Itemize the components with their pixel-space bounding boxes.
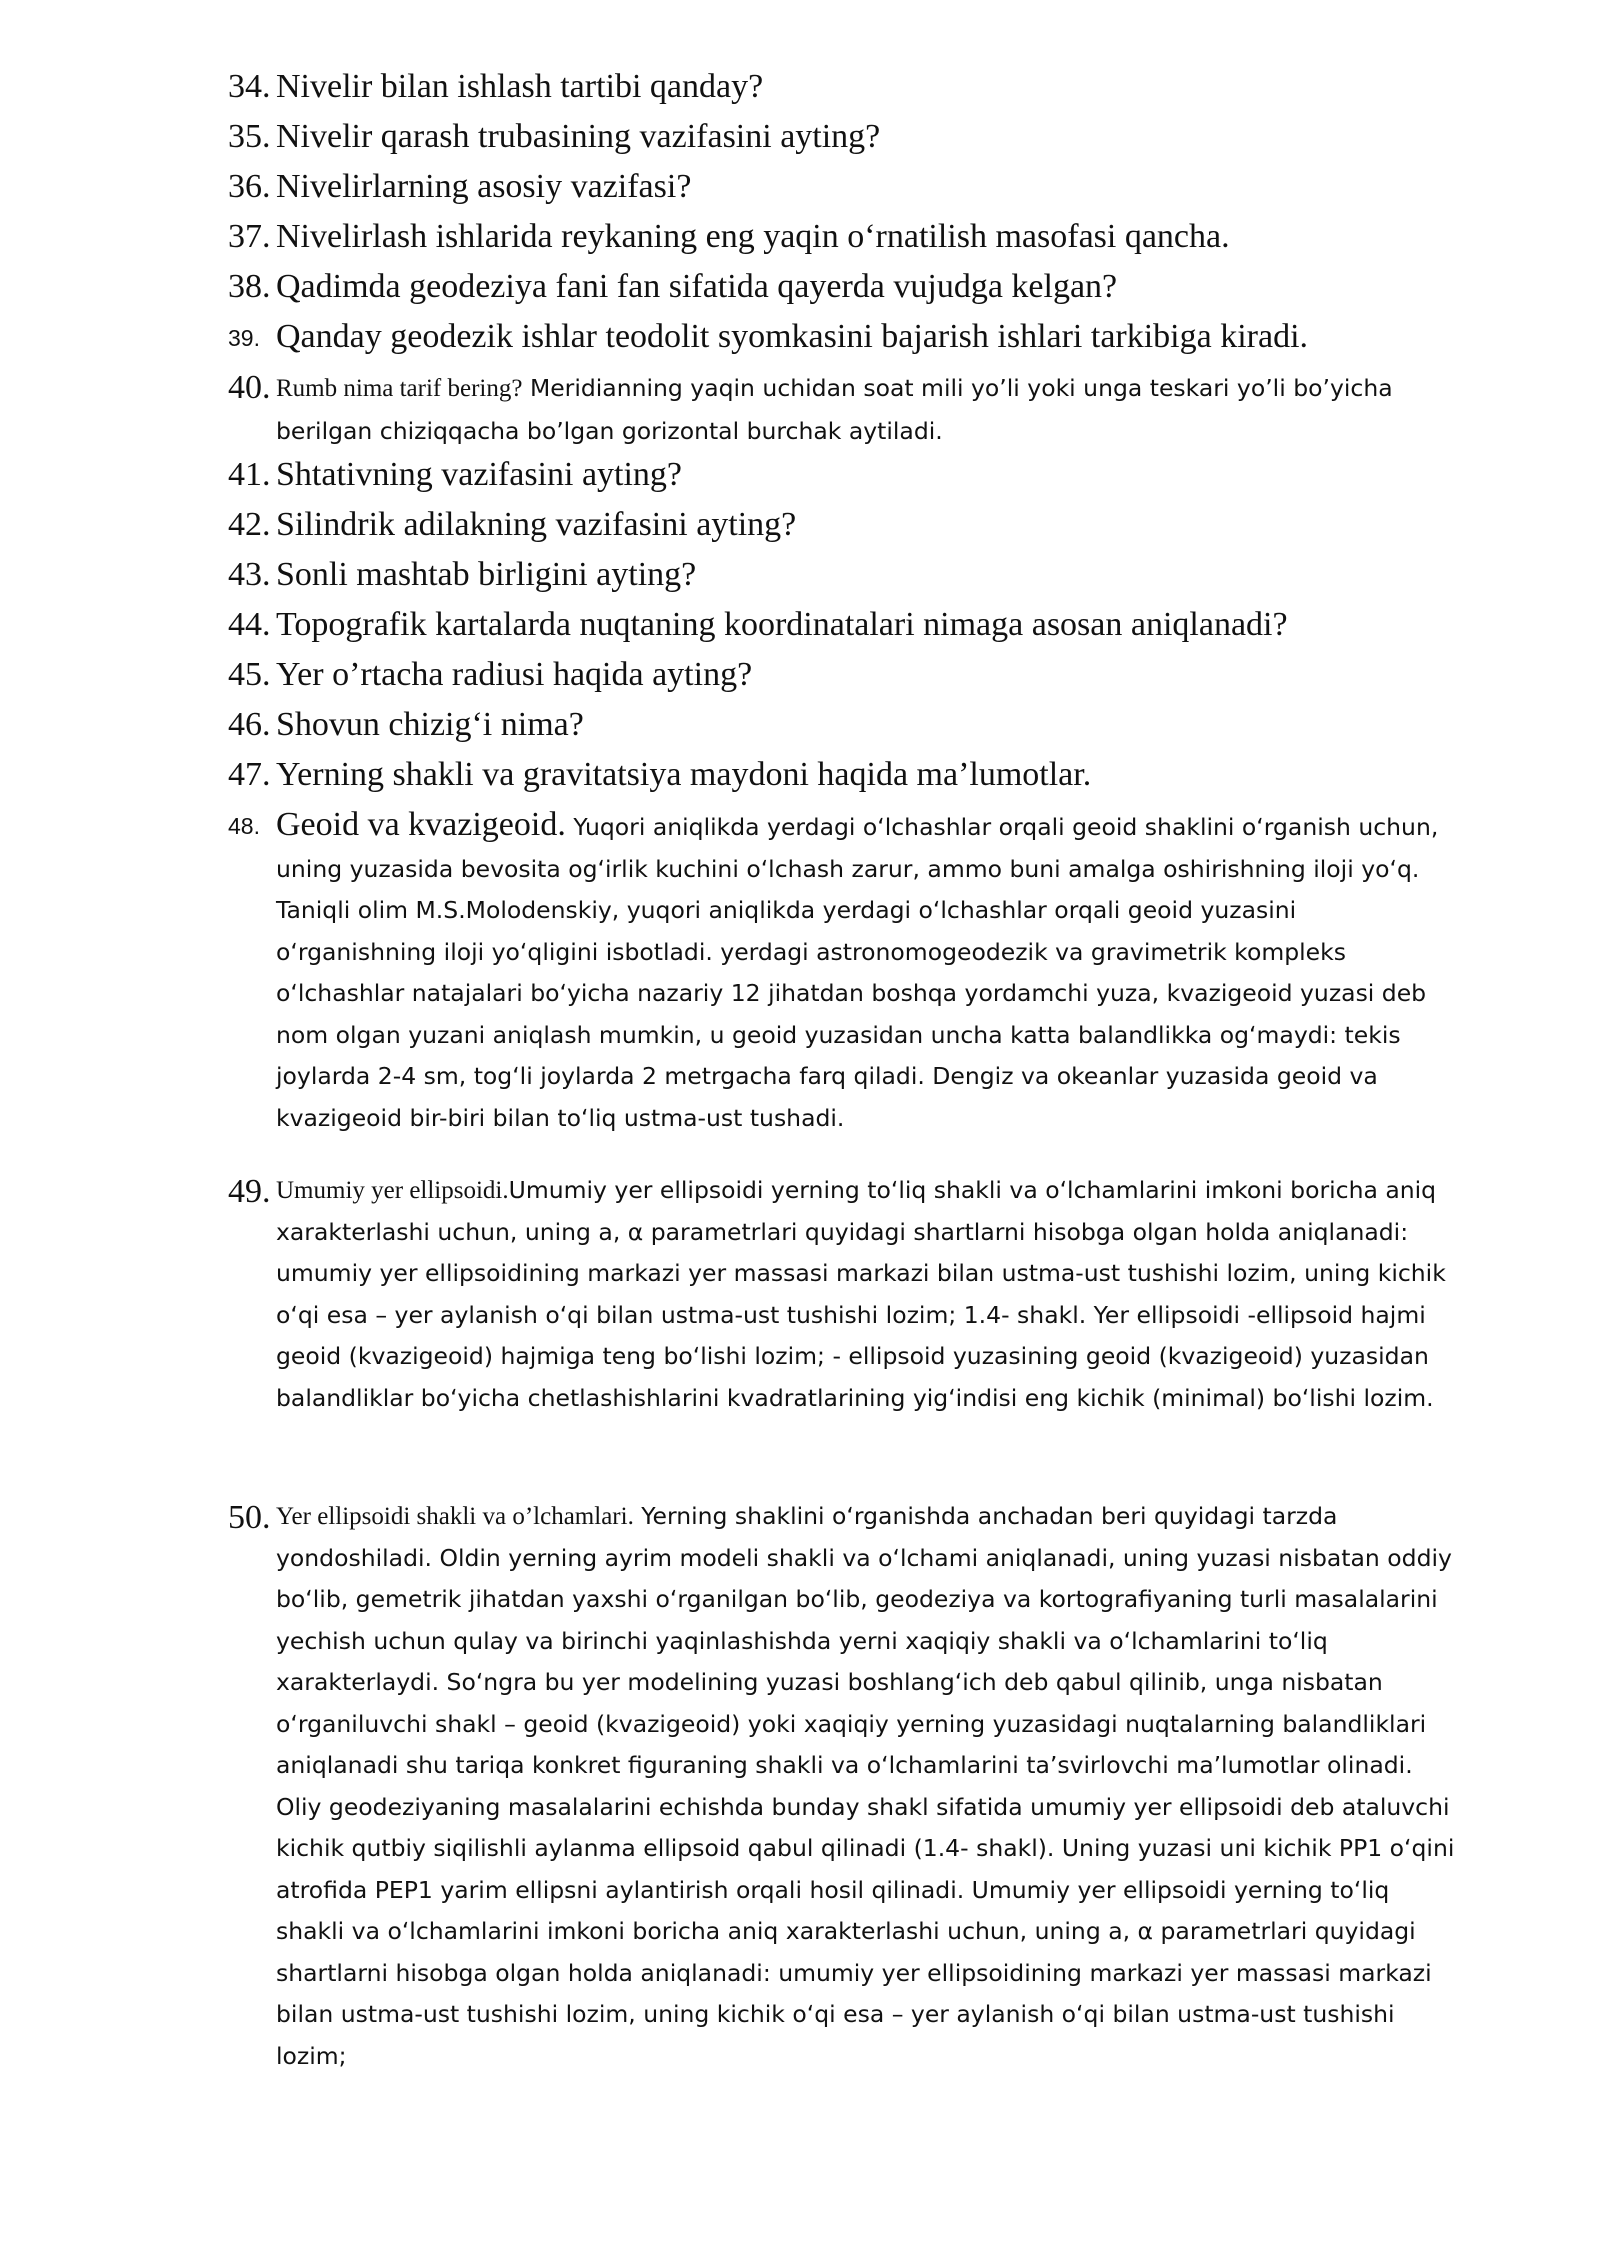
question-number: 40. bbox=[228, 369, 271, 406]
question-number: 47. bbox=[228, 756, 271, 793]
question-35 bbox=[228, 112, 1458, 162]
question-text: Nivelir bilan ishlash tartibi qanday? bbox=[276, 68, 764, 105]
question-body: Meridianning yaqin uchidan soat mili yo’li yoki unga teskari yo’li bo’yicha berilgan chiziqqacha bo’lgan gorizontal burchak aytiladi. bbox=[276, 374, 1393, 445]
question-45 bbox=[228, 650, 1458, 700]
question-number: 48. bbox=[228, 813, 260, 839]
question-49 bbox=[228, 1170, 1458, 1419]
question-text: Yerning shakli va gravitatsiya maydoni haqida ma’lumotlar. bbox=[276, 756, 1092, 793]
question-47 bbox=[228, 750, 1458, 800]
question-text: Qadimda geodeziya fani fan sifatida qayerda vujudga kelgan? bbox=[276, 268, 1118, 305]
question-number: 44. bbox=[228, 606, 271, 643]
question-number: 37. bbox=[228, 218, 271, 255]
question-paragraph bbox=[276, 1496, 1458, 2077]
question-lead: Yer ellipsoidi shakli va o’lchamlari. bbox=[276, 1503, 634, 1530]
question-36 bbox=[228, 162, 1458, 212]
question-text: Qanday geodezik ishlar teodolit syomkasini bajarish ishlari tarkibiga kiradi. bbox=[276, 318, 1309, 355]
question-text: Nivelirlarning asosiy vazifasi? bbox=[276, 168, 692, 205]
question-44 bbox=[228, 600, 1458, 650]
question-lead: Geoid va kvazigeoid. bbox=[276, 806, 566, 843]
question-number: 34. bbox=[228, 68, 271, 105]
question-34 bbox=[228, 62, 1458, 112]
question-38 bbox=[228, 262, 1458, 312]
question-paragraph bbox=[276, 804, 1458, 1139]
question-number: 50. bbox=[228, 1499, 271, 1536]
question-50 bbox=[228, 1496, 1458, 2077]
question-body: Umumiy yer ellipsoidi yerning toʻliq shakli va oʻlchamlarini imkoni boricha aniq xarakterlashi uchun, uning a, α parametrlari quyidagi shartlarni hisobga olgan holda aniqlanadi: umumiy yer ellipsoidining markazi yer massasi markazi bilan ustma-ust tushishi lozim, uning kichik oʻqi esa – yer aylanish oʻqi bilan ustma-ust tushishi lozim; 1.4- shakl. Yer ellipsoidi -ellipsoid hajmi geoid (kvazigeoid) hajmiga teng boʻlishi lozim; - ellipsoid yuzasining geoid (kvazigeoid) yuzasidan balandliklar boʻyicha chetlashishlarini kvadratlarining yigʻindisi eng kichik (minimal) boʻlishi lozim. bbox=[276, 1176, 1446, 1412]
question-number: 49. bbox=[228, 1173, 271, 1210]
question-paragraph bbox=[276, 1170, 1458, 1419]
question-40 bbox=[228, 366, 1458, 452]
question-lead: Umumiy yer ellipsoidi. bbox=[276, 1177, 509, 1204]
question-number: 38. bbox=[228, 268, 271, 305]
question-37 bbox=[228, 212, 1458, 262]
question-number: 36. bbox=[228, 168, 271, 205]
question-41 bbox=[228, 450, 1458, 500]
question-number: 46. bbox=[228, 706, 271, 743]
question-39 bbox=[228, 312, 1458, 362]
question-body: Yuqori aniqlikda yerdagi oʻlchashlar orqali geoid shaklini oʻrganish uchun, uning yuzasida bevosita ogʻirlik kuchini oʻlchash zarur, ammo buni amalga oshirishning iloji yoʻq. Taniqli olim M.S.Molodenskiy, yuqori aniqlikda yerdagi oʻlchashlar orqali geoid yuzasini oʻrganishning iloji yoʻqligini isbotladi. yerdagi astronomogeodezik va gravimetrik kompleks oʻlchashlar natajalari boʻyicha nazariy 12 jihatdan boshqa yordamchi yuza, kvazigeoid yuzasi deb nom olgan yuzani aniqlash mumkin, u geoid yuzasidan uncha katta balandlikka ogʻmaydi: tekis joylarda 2-4 sm, togʻli joylarda 2 metrgacha farq qiladi. Dengiz va okeanlar yuzasida geoid va kvazigeoid bir-biri bilan toʻliq ustma-ust tushadi. bbox=[276, 813, 1439, 1132]
question-text: Shtativning vazifasini ayting? bbox=[276, 456, 683, 493]
question-paragraph bbox=[276, 366, 1458, 452]
question-46 bbox=[228, 700, 1458, 750]
question-42 bbox=[228, 500, 1458, 550]
question-text: Shovun chizigʻi nima? bbox=[276, 706, 584, 743]
question-text: Yer o’rtacha radiusi haqida ayting? bbox=[276, 656, 753, 693]
question-number: 42. bbox=[228, 506, 271, 543]
question-number: 45. bbox=[228, 656, 271, 693]
question-text: Nivelirlash ishlarida reykaning eng yaqin oʻrnatilish masofasi qancha. bbox=[276, 218, 1230, 255]
question-43 bbox=[228, 550, 1458, 600]
question-text: Topografik kartalarda nuqtaning koordinatalari nimaga asosan aniqlanadi? bbox=[276, 606, 1288, 643]
question-number: 39. bbox=[228, 325, 260, 351]
question-text: Nivelir qarash trubasining vazifasini ayting? bbox=[276, 118, 881, 155]
question-number: 43. bbox=[228, 556, 271, 593]
question-number: 35. bbox=[228, 118, 271, 155]
question-48 bbox=[228, 804, 1458, 1139]
question-body: Yerning shaklini oʻrganishda anchadan beri quyidagi tarzda yondoshiladi. Oldin yerning ayrim modeli shakli va oʻlchami aniqlanadi, uning yuzasi nisbatan oddiy boʻlib, gemetrik jihatdan yaxshi oʻrganilgan boʻlib, geodeziya va kortografiyaning turli masalalarini yechish uchun qulay va birinchi yaqinlashishda yerni xaqiqiy shakli va oʻlchamlarini toʻliq xarakterlaydi. Soʻngra bu yer modelining yuzasi boshlangʻich deb qabul qilinib, unga nisbatan oʻrganiluvchi shakl – geoid (kvazigeoid) yoki xaqiqiy yerning yuzasidagi nuqtalarning balandliklari aniqlanadi shu tariqa konkret figuraning shakli va oʻlchamlarini ta’svirlovchi ma’lumotlar olinadi. Oliy geodeziyaning masalalarini echishda bunday shakl sifatida umumiy yer ellipsoidi deb ataluvchi kichik qutbiy siqilishli aylanma ellipsoid qabul qilinadi (1.4- shakl). Uning yuzasi uni kichik PP1 oʻqini atrofida PEP1 yarim ellipsni aylantirish orqali hosil qilinadi. Umumiy yer ellipsoidi yerning toʻliq shakli va oʻlchamlarini imkoni boricha aniq xarakterlashi uchun, uning a, α parametrlari quyidagi shartlarni hisobga olgan holda aniqlanadi: umumiy yer ellipsoidining markazi yer massasi markazi bilan ustma-ust tushishi lozim, uning kichik oʻqi esa – yer aylanish oʻqi bilan ustma-ust tushishi lozim; bbox=[276, 1502, 1455, 2070]
question-number: 41. bbox=[228, 456, 271, 493]
question-lead: Rumb nima tarif bering? bbox=[276, 375, 523, 402]
question-text: Silindrik adilakning vazifasini ayting? bbox=[276, 506, 797, 543]
question-text: Sonli mashtab birligini ayting? bbox=[276, 556, 697, 593]
